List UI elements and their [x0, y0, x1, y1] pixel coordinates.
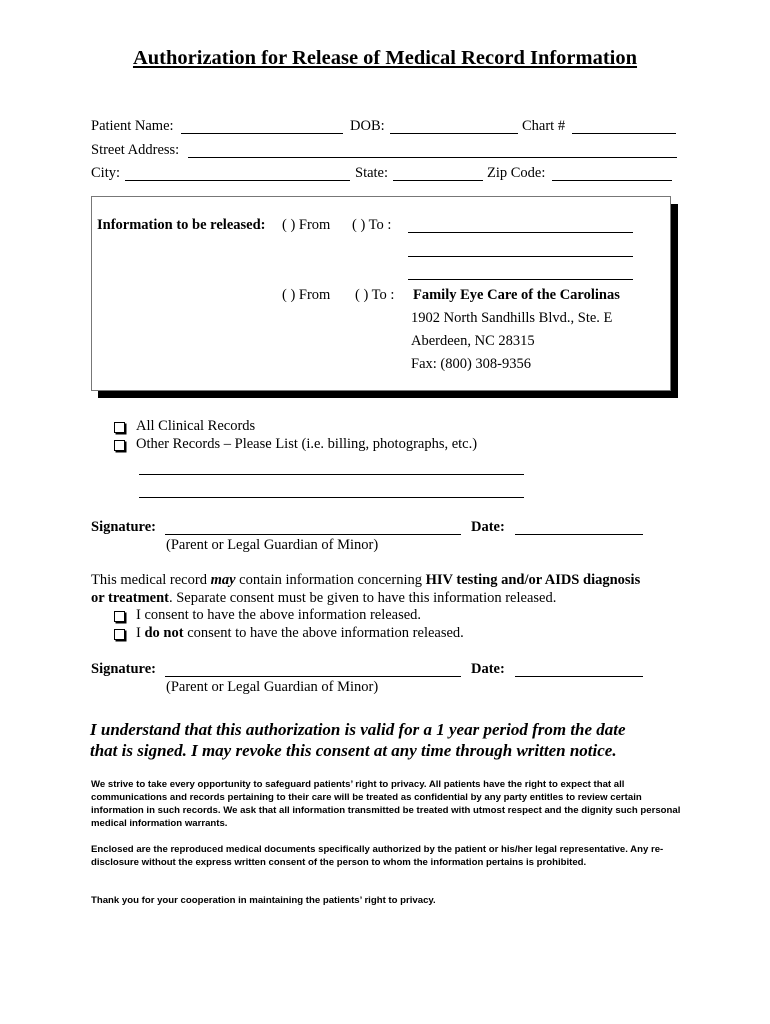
no-consent-checkbox[interactable]: [114, 629, 125, 640]
no-consent-label: [136, 625, 464, 642]
date-label-1: Date:: [471, 519, 505, 535]
hiv-bold-2: or treatment: [91, 590, 169, 606]
city-field[interactable]: [125, 180, 350, 181]
date-field-1[interactable]: [515, 534, 643, 535]
zip-label: Zip Code:: [487, 165, 546, 181]
validity-line-2: that is signed. I may revoke this consent at any time through written notice.: [90, 741, 617, 760]
other-records-checkbox[interactable]: [114, 440, 125, 451]
no-consent-bold: do not: [144, 625, 184, 641]
dob-label: DOB:: [350, 118, 385, 134]
all-records-checkbox[interactable]: [114, 422, 125, 433]
all-records-label: All Clinical Records: [136, 418, 256, 434]
hiv-bold-1: HIV testing and/or AIDS diagnosis: [425, 572, 641, 588]
validity-line-1: I understand that this authorization is valid for a 1 year period from the date: [90, 720, 626, 739]
date-label-2: Date:: [471, 661, 505, 677]
city-label: City:: [91, 165, 121, 181]
guardian-note-2: (Parent or Legal Guardian of Minor): [166, 679, 379, 695]
signature-field-2[interactable]: [165, 676, 461, 677]
page-title: Authorization for Release of Medical Record Information: [132, 47, 638, 69]
patient-name-label: Patient Name:: [91, 118, 174, 134]
signature-label-1: Signature:: [91, 519, 156, 535]
street-label: Street Address:: [91, 142, 180, 158]
date-field-2[interactable]: [515, 676, 643, 677]
consent-label: I consent to have the above information released.: [136, 607, 422, 623]
patient-name-field[interactable]: [181, 133, 343, 134]
guardian-note-1: (Parent or Legal Guardian of Minor): [166, 537, 379, 553]
signature-label-2: Signature:: [91, 661, 156, 677]
street-field[interactable]: [188, 157, 677, 158]
practice-name: Family Eye Care of the Carolinas: [413, 287, 620, 303]
other-records-label: Other Records – Please List (i.e. billing, photographs, etc.): [136, 436, 478, 452]
hiv-text-3: . Separate consent must be given to have this information released.: [168, 590, 557, 606]
state-label: State:: [355, 165, 389, 181]
consent-checkbox[interactable]: [114, 611, 125, 622]
chart-field[interactable]: [572, 133, 676, 134]
dob-field[interactable]: [390, 133, 518, 134]
release-to-option-2[interactable]: ( ) To :: [355, 287, 395, 303]
practice-fax: Fax: (800) 308-9356: [411, 356, 532, 372]
release-to-field-3[interactable]: [408, 279, 633, 280]
release-from-option-2[interactable]: ( ) From: [282, 287, 331, 303]
other-records-field-1[interactable]: [139, 474, 524, 475]
release-to-field-1[interactable]: [408, 232, 633, 233]
no-consent-text-2: consent to have the above information released.: [183, 625, 464, 641]
hiv-may: may: [210, 572, 236, 588]
zip-field[interactable]: [552, 180, 672, 181]
practice-address-1: 1902 North Sandhills Blvd., Ste. E: [411, 310, 613, 326]
privacy-thanks: Thank you for your cooperation in maintaining the patients’ right to privacy.: [91, 895, 436, 906]
state-field[interactable]: [393, 180, 483, 181]
no-consent-text-1: I: [136, 625, 145, 641]
hiv-paragraph-line-1: [91, 572, 640, 589]
hiv-text-1: This medical record: [91, 572, 211, 588]
release-from-option-1[interactable]: ( ) From: [282, 217, 331, 233]
release-to-field-2[interactable]: [408, 256, 633, 257]
signature-field-1[interactable]: [165, 534, 461, 535]
practice-address-2: Aberdeen, NC 28315: [411, 333, 535, 349]
privacy-paragraph-1: We strive to take every opportunity to safeguard patients’ right to privacy. All patients have the right to expect that all communications and records pertaining to their care will be treated as confidential by any party entitles to review certain information in such records. We ask that all information transmitted be treated with utmost respect and the dignity such personal medical information warrants.: [91, 779, 681, 829]
other-records-field-2[interactable]: [139, 497, 524, 498]
release-to-option-1[interactable]: ( ) To :: [352, 217, 392, 233]
privacy-paragraph-2: Enclosed are the reproduced medical documents specifically authorized by the patient or his/her legal representative. Any re-disclosure without the express written consent of the person to whom the information pertains is prohibited.: [91, 844, 664, 868]
hiv-paragraph-line-2: [91, 590, 556, 607]
chart-label: Chart #: [522, 118, 566, 134]
hiv-text-2: contain information concerning: [235, 572, 426, 588]
release-label: Information to be released:: [97, 217, 266, 233]
